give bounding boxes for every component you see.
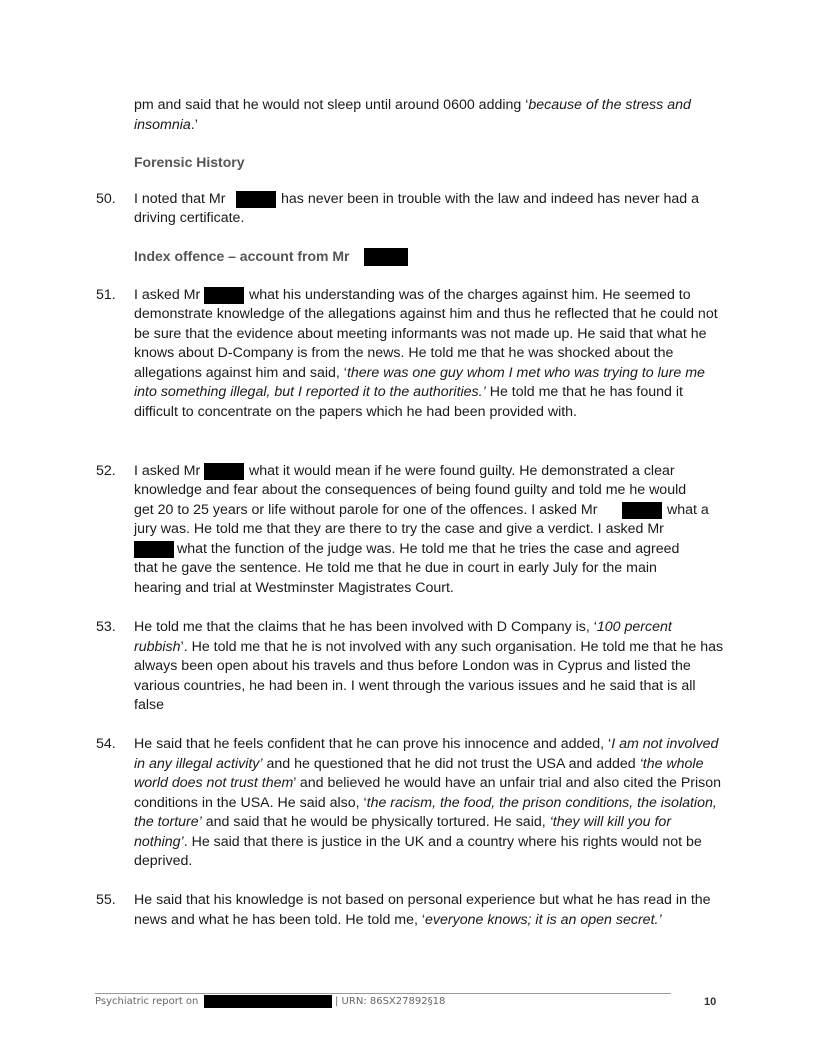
- footer-divider: [95, 993, 671, 994]
- paragraph-51-body: [134, 305, 726, 422]
- paragraph-text: and he questioned that he did not trust the USA and added: [262, 755, 640, 772]
- paragraph-text: He told me that he has found it difficult to concentrate on the papers which he had been provided with.: [134, 384, 683, 420]
- paragraph-text: what it would mean if he were found guilty. He demonstrated a clear: [249, 463, 675, 479]
- redaction-box: [204, 463, 244, 480]
- quoted-text: 100 percent rubbish: [134, 619, 672, 655]
- paragraph-text: knowledge and fear about the consequences of being found guilty and told me he would: [134, 482, 687, 498]
- footer-report-label: Psychiatric report on: [95, 996, 199, 1007]
- paragraph-text: that he gave the sentence. He told me that he due in court in early July for the main: [134, 560, 657, 576]
- paragraph-52-line-6: [134, 559, 657, 579]
- paragraph-53-body: [134, 618, 726, 716]
- paragraph-52-line-5: [177, 540, 679, 560]
- redaction-box: [204, 287, 244, 304]
- paragraph-text: .’: [190, 116, 198, 133]
- paragraph-text: has never been in trouble with the law and indeed has never had a: [281, 191, 700, 207]
- paragraph-text: He told me that the claims that he has been involved with D Company is, ‘: [134, 619, 597, 635]
- paragraph-text: demonstrate knowledge of the allegations against him and thus he reflected that he could not be sure that the evidence about meeting informants was not made up. He said that what he knows about D-Company is from the news. He told me that he was shocked about the allegations against him and said, ‘: [134, 306, 718, 381]
- redaction-box: [364, 248, 408, 266]
- paragraph-text: He said that his knowledge is not based on personal experience but what he has read in the news and what he has been told. He told me, ‘: [134, 892, 711, 928]
- continuation-paragraph: [134, 96, 726, 135]
- paragraph-52-line-1b: [249, 462, 675, 482]
- paragraph-50-line-1b: [281, 190, 699, 210]
- paragraph-51-line-1a: [134, 286, 200, 306]
- paragraph-number-54: 54.: [96, 736, 116, 752]
- paragraph-52-line-2: [134, 481, 686, 501]
- paragraph-text: and said that he would be physically tortured. He said,: [201, 814, 550, 830]
- paragraph-text: pm and said that he would not sleep until around 0600 adding ‘: [134, 97, 529, 113]
- quoted-text: the racism, the food, the prison conditions, the isolation, the torture’: [134, 794, 717, 830]
- paragraph-text: . He said that there is justice in the UK and a country where his rights would not be deprived.: [134, 833, 702, 869]
- paragraph-text: I asked Mr: [134, 287, 201, 303]
- redaction-box: [622, 502, 662, 519]
- paragraph-number-51: 51.: [96, 287, 116, 303]
- quoted-text: ‘the whole world does not trust them: [134, 755, 704, 791]
- paragraph-number-55: 55.: [96, 892, 116, 908]
- paragraph-text: I asked Mr: [134, 463, 201, 479]
- redaction-box: [204, 995, 332, 1008]
- quoted-text: ‘they will kill you for nothing’: [134, 814, 672, 850]
- paragraph-52-line-7: [134, 579, 454, 599]
- quoted-text: there was one guy whom I met who was trying to lure me into something illegal, but I reported it to the authorities.’: [134, 364, 705, 400]
- paragraph-54-body: [134, 735, 726, 872]
- paragraph-number-53: 53.: [96, 619, 116, 635]
- footer-urn: | URN: 86SX27892§18: [335, 996, 446, 1007]
- quoted-text: because of the stress and insomnia: [134, 97, 691, 133]
- paragraph-50-line-1: [134, 190, 225, 210]
- paragraph-text: driving certificate.: [134, 210, 245, 226]
- paragraph-number-52: 52.: [96, 463, 116, 479]
- paragraph-52-line-1a: [134, 462, 200, 482]
- paragraph-50-line-2: [134, 209, 244, 229]
- paragraph-52-line-4: [134, 520, 664, 540]
- paragraph-text: ’. He told me that he is not involved with any such organisation. He told me that he has always been open about his travels and thus before London was in Cyprus and listed the various countries, he had been in. I went through the various issues and he said that is all false: [134, 638, 724, 713]
- quoted-text: everyone knows; it is an open secret.’: [425, 911, 662, 928]
- paragraph-55-body: [134, 891, 726, 930]
- paragraph-text: I noted that Mr: [134, 191, 226, 207]
- paragraph-52-line-3a: [134, 501, 597, 521]
- paragraph-text: ’ and believed he would have an unfair trial and also cited the Prison conditions in the USA. He said also, ‘: [134, 775, 722, 811]
- page-number: 10: [704, 996, 717, 1008]
- paragraph-text: get 20 to 25 years or life without parole for one of the offences. I asked Mr: [134, 502, 598, 518]
- paragraph-text: what his understanding was of the charges against him. He seemed to: [249, 287, 691, 303]
- section-heading-index-offence: Index offence – account from Mr: [134, 248, 350, 264]
- paragraph-text: what the function of the judge was. He told me that he tries the case and agreed: [177, 541, 680, 557]
- quoted-text: I am not involved in any illegal activity’: [134, 736, 719, 772]
- paragraph-text: He said that he feels confident that he can prove his innocence and added, ‘: [134, 736, 612, 752]
- paragraph-number-50: 50.: [96, 191, 116, 207]
- section-heading-forensic-history: Forensic History: [134, 154, 245, 170]
- paragraph-51-line-1b: [249, 286, 691, 306]
- paragraph-text: jury was. He told me that they are there to try the case and give a verdict. I asked Mr: [134, 521, 664, 537]
- redaction-box: [134, 541, 174, 558]
- paragraph-52-line-3b: [667, 501, 709, 521]
- paragraph-text: what a: [667, 502, 709, 518]
- redaction-box: [236, 191, 276, 208]
- paragraph-text: hearing and trial at Westminster Magistrates Court.: [134, 580, 454, 596]
